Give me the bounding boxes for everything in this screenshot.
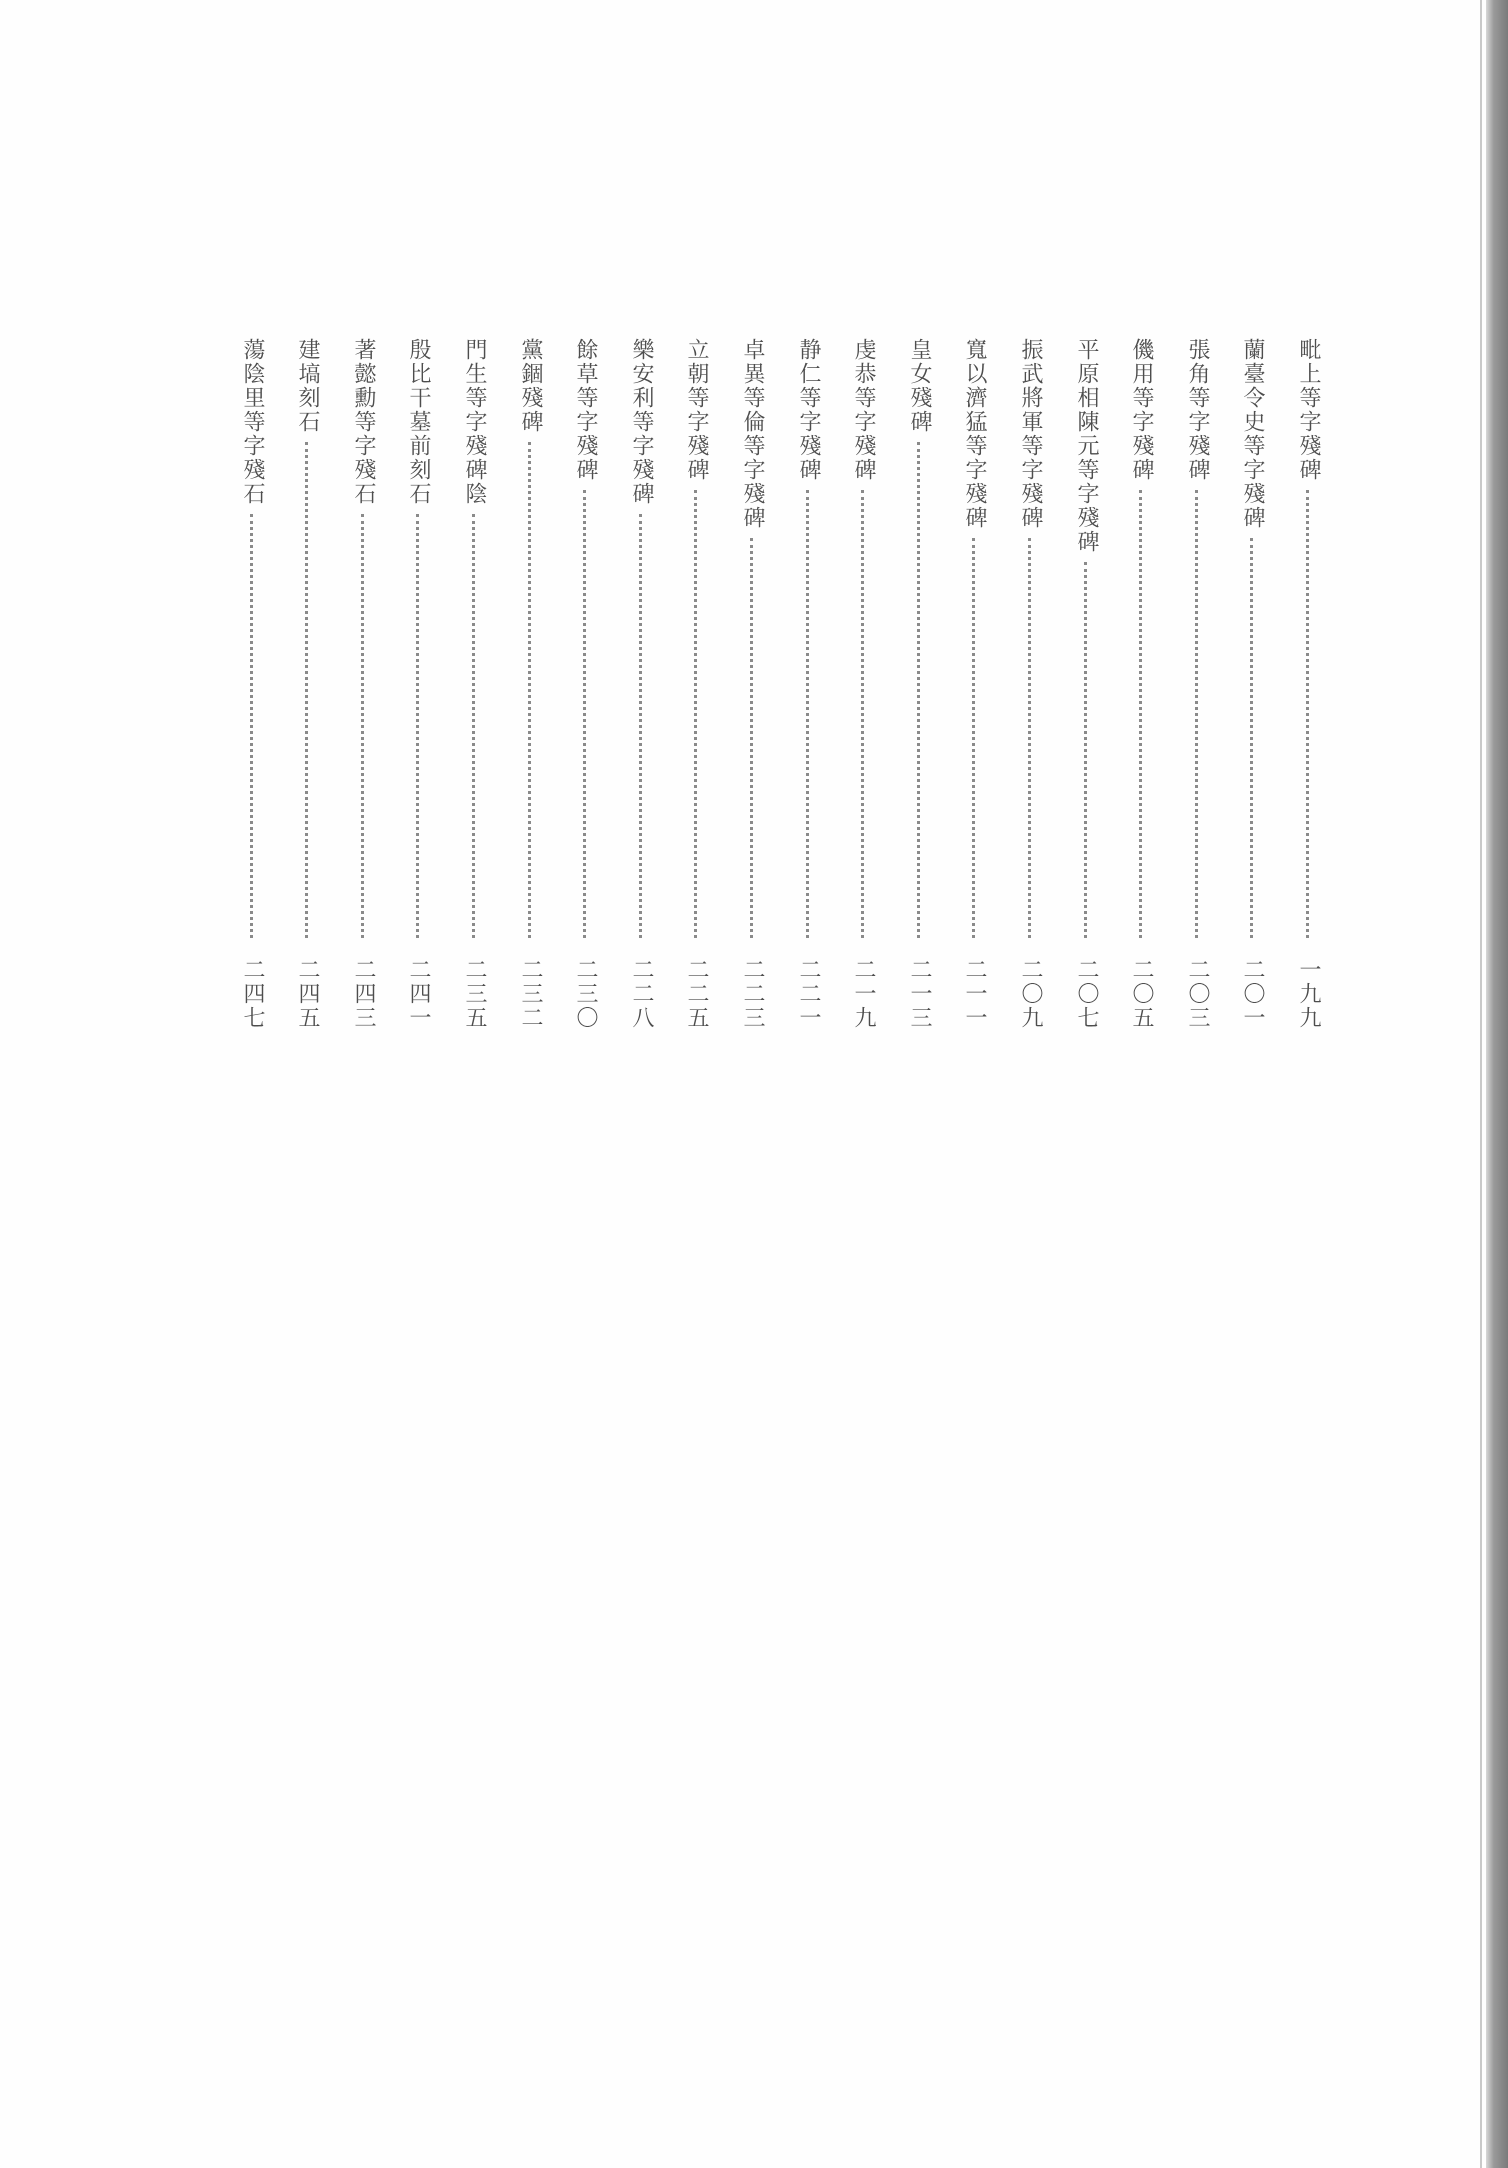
toc-entry-page: 二四三 <box>351 958 376 1030</box>
toc-entry-title: 殷比干墓前刻石 <box>406 338 431 506</box>
toc-entry-page: 一九九 <box>1296 958 1321 1030</box>
toc-dot-leader <box>972 538 975 938</box>
toc-dot-leader <box>528 442 531 938</box>
toc-entry-page: 二一九 <box>851 958 876 1030</box>
toc-entry <box>845 338 881 1058</box>
toc-entry <box>1234 338 1270 1058</box>
toc-entry <box>512 338 548 1058</box>
toc-entry <box>1290 338 1326 1058</box>
toc-dot-leader <box>1028 538 1031 938</box>
toc-entry <box>901 338 937 1058</box>
toc-entry-title: 蕩陰里等字殘石 <box>240 338 265 506</box>
toc-entry-title: 張角等字殘碑 <box>1185 338 1210 482</box>
toc-entry-page: 二〇一 <box>1240 958 1265 1030</box>
toc-dot-leader <box>639 514 642 938</box>
toc-entry-title: 餘草等字殘碑 <box>573 338 598 482</box>
toc-dot-leader <box>1250 538 1253 938</box>
toc-entry-page: 二三五 <box>462 958 487 1030</box>
toc-entry-title: 建塙刻石 <box>295 338 320 434</box>
toc-entry <box>956 338 992 1058</box>
toc-entry-title: 皇女殘碑 <box>907 338 932 434</box>
toc-entry-title: 蘭臺令史等字殘碑 <box>1240 338 1265 530</box>
toc-entry-page: 二四五 <box>295 958 320 1030</box>
toc-entry-page: 二一一 <box>962 958 987 1030</box>
toc-entry <box>1068 338 1104 1058</box>
toc-dot-leader <box>806 490 809 938</box>
toc-dot-leader <box>694 490 697 938</box>
toc-dot-leader <box>583 490 586 938</box>
toc-entry <box>456 338 492 1058</box>
toc-dot-leader <box>750 538 753 938</box>
toc-entry-title: 寬以濟猛等字殘碑 <box>962 338 987 530</box>
toc-entry-title: 門生等字殘碑陰 <box>462 338 487 506</box>
toc-dot-leader <box>917 442 920 938</box>
toc-entry-page: 二四七 <box>240 958 265 1030</box>
toc-entry-page: 二二八 <box>629 958 654 1030</box>
toc-entry-title: 著懿勳等字殘石 <box>351 338 376 506</box>
toc-entry-title: 静仁等字殘碑 <box>796 338 821 482</box>
toc-entry-title: 僟用等字殘碑 <box>1129 338 1154 482</box>
toc-entry <box>400 338 436 1058</box>
toc-entry-title: 虔恭等字殘碑 <box>851 338 876 482</box>
toc-entry-page: 二〇三 <box>1185 958 1210 1030</box>
toc-entry <box>623 338 659 1058</box>
toc-entry-page: 二二一 <box>796 958 821 1030</box>
toc-entry <box>678 338 714 1058</box>
toc-dot-leader <box>305 442 308 938</box>
toc-entry-page: 二〇九 <box>1018 958 1043 1030</box>
toc-entry-page: 二二三 <box>740 958 765 1030</box>
toc-dot-leader <box>1139 490 1142 938</box>
toc-dot-leader <box>861 490 864 938</box>
toc-entry <box>1012 338 1048 1058</box>
toc-entry-title: 黨錮殘碑 <box>518 338 543 434</box>
toc-entry-page: 二三〇 <box>573 958 598 1030</box>
toc-dot-leader <box>1084 562 1087 938</box>
toc-entry-page: 二二五 <box>684 958 709 1030</box>
toc-entry <box>1123 338 1159 1058</box>
toc-entry <box>1179 338 1215 1058</box>
toc-entry-title: 平原相陳元等字殘碑 <box>1074 338 1099 554</box>
toc-entry <box>234 338 270 1058</box>
toc-entry <box>734 338 770 1058</box>
toc-entry-title: 振武將軍等字殘碑 <box>1018 338 1043 530</box>
toc-entry-page: 二三二 <box>518 958 543 1030</box>
toc-entry-title: 立朝等字殘碑 <box>684 338 709 482</box>
toc-dot-leader <box>416 514 419 938</box>
toc-entry-title: 卓異等倫等字殘碑 <box>740 338 765 530</box>
toc-dot-leader <box>472 514 475 938</box>
toc-entry-page: 二四一 <box>406 958 431 1030</box>
toc-entry-page: 二〇五 <box>1129 958 1154 1030</box>
toc-dot-leader <box>361 514 364 938</box>
toc-entry-title: 樂安利等字殘碑 <box>629 338 654 506</box>
toc-entry <box>289 338 325 1058</box>
toc-dot-leader <box>250 514 253 938</box>
toc-entry <box>790 338 826 1058</box>
toc-entry-page: 二一三 <box>907 958 932 1030</box>
toc-dot-leader <box>1195 490 1198 938</box>
toc-dot-leader <box>1306 490 1309 938</box>
toc-entry <box>345 338 381 1058</box>
toc-entry-page: 二〇七 <box>1074 958 1099 1030</box>
toc-entry-title: 毗上等字殘碑 <box>1296 338 1321 482</box>
toc-entry <box>567 338 603 1058</box>
